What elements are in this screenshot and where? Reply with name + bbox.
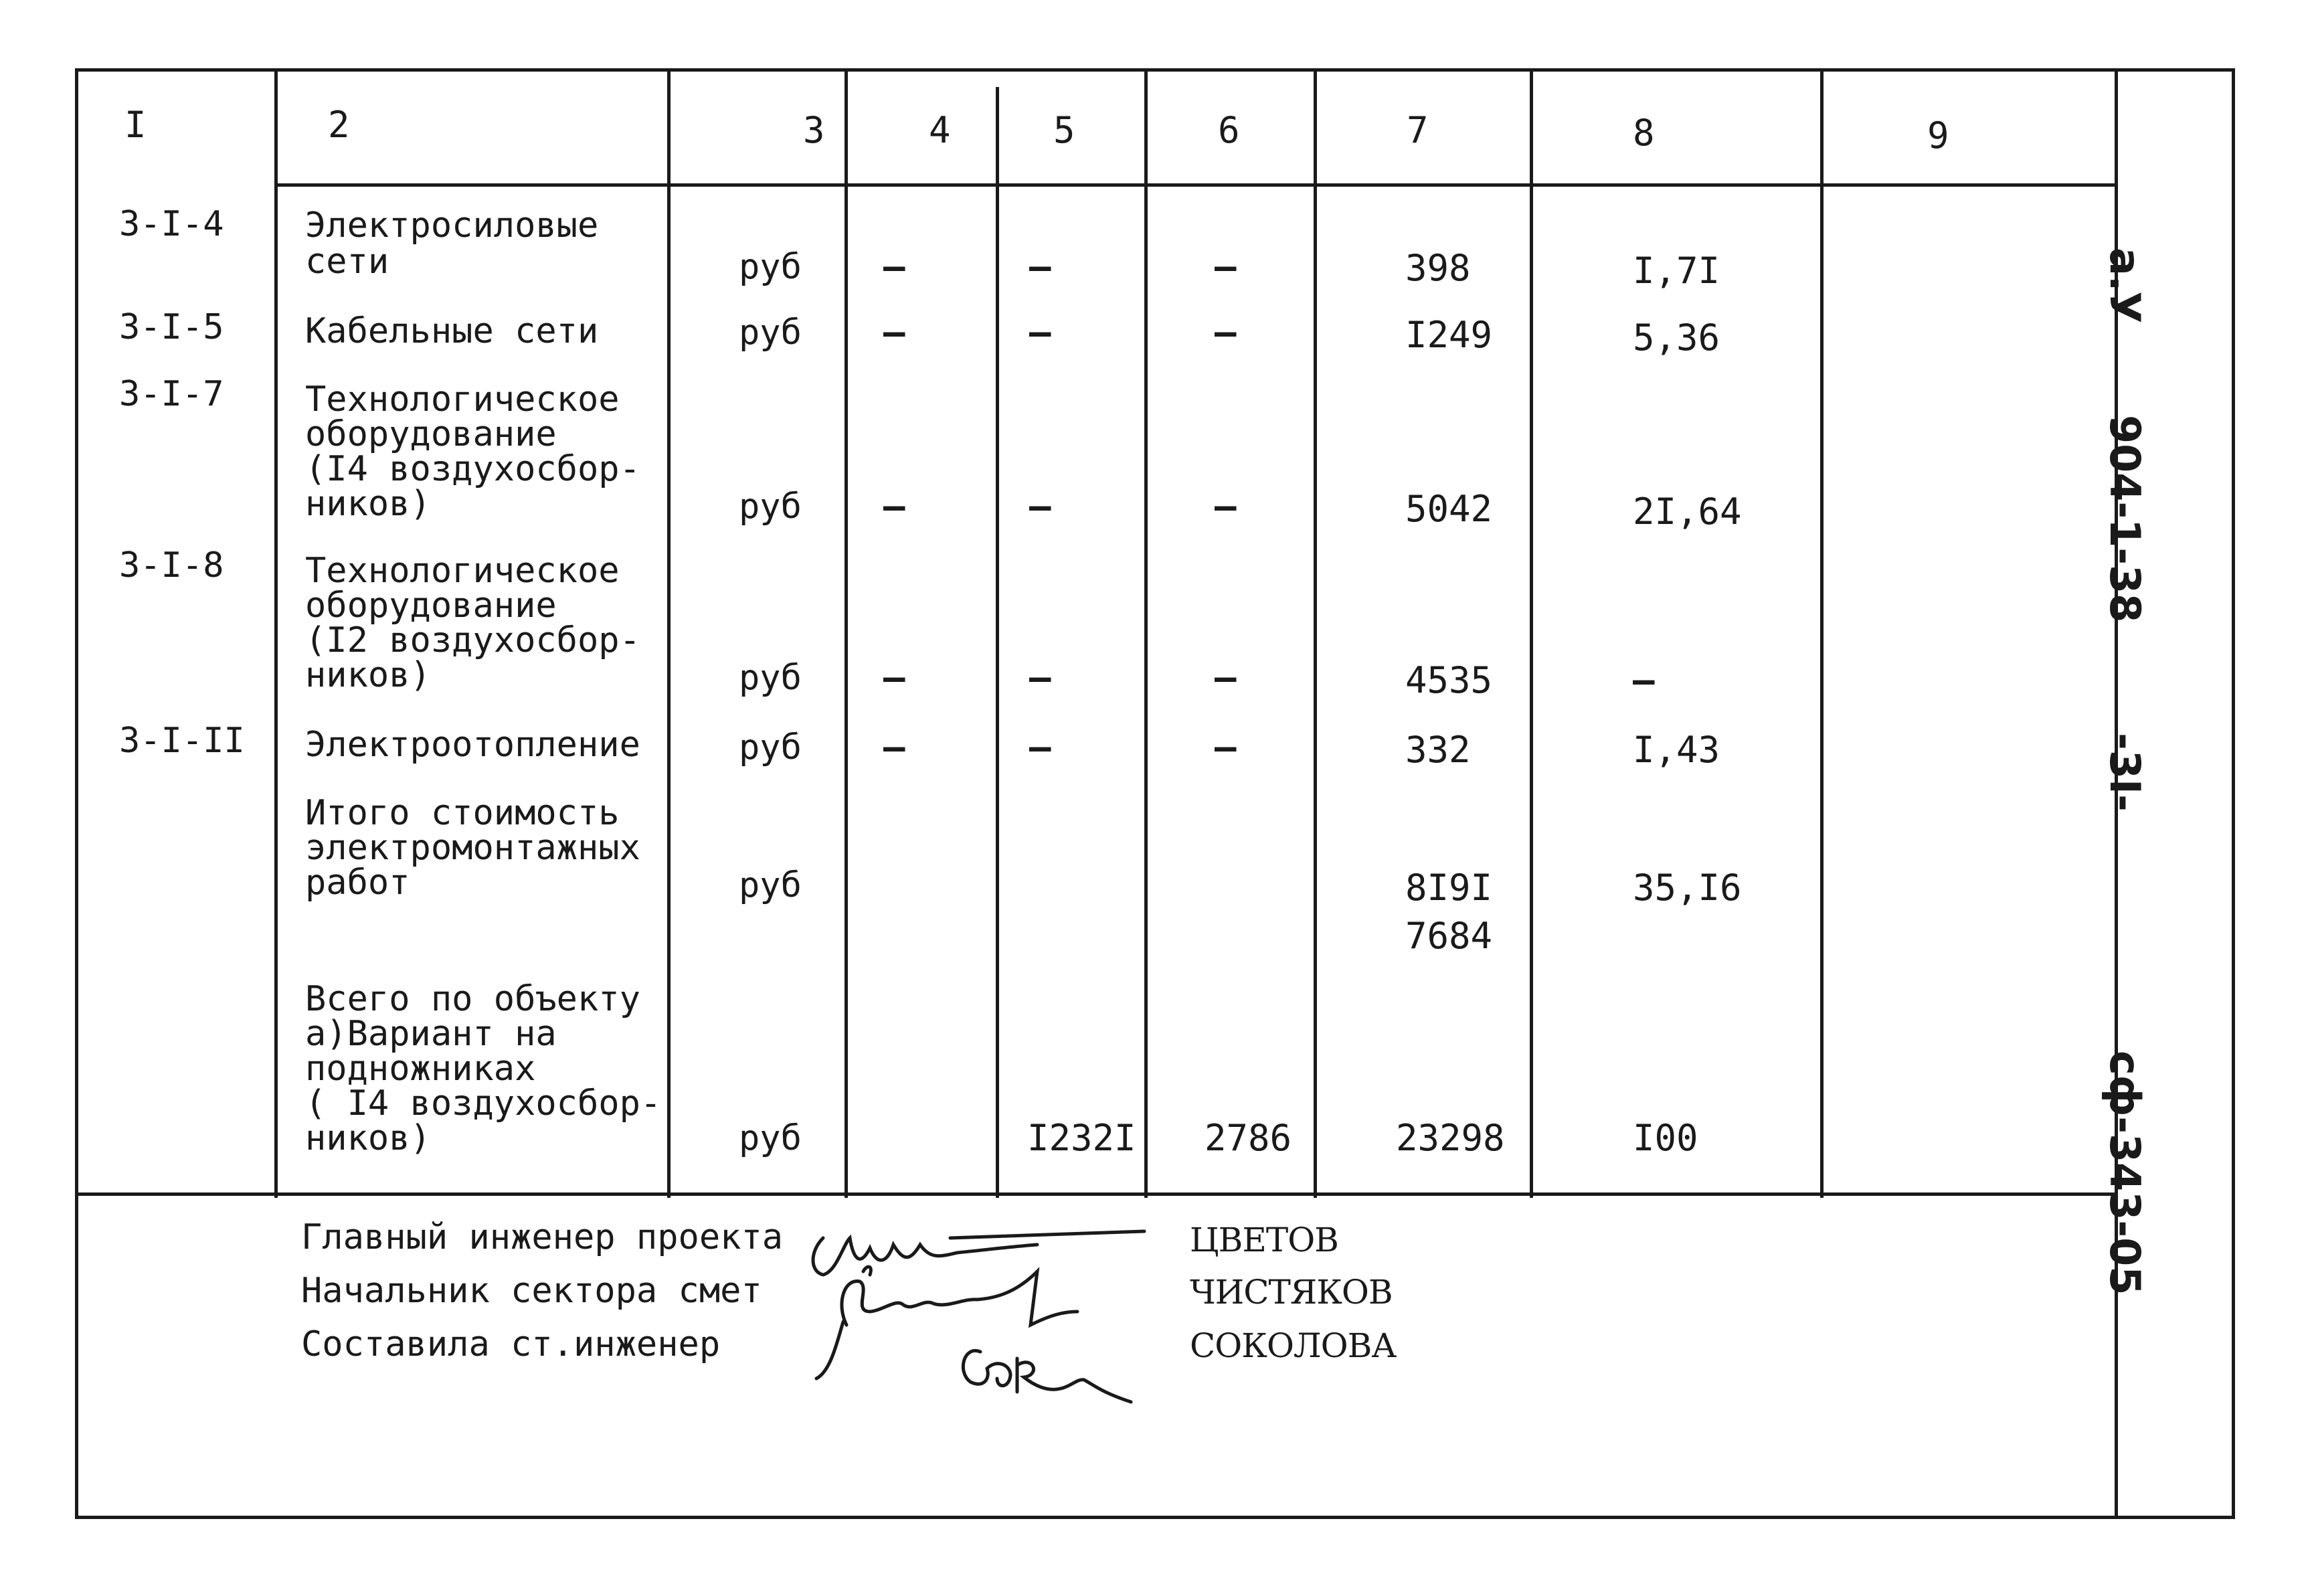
row-col4: – [883, 726, 905, 768]
row-unit: руб [739, 247, 802, 287]
row-col7: 8I9I [1405, 867, 1493, 909]
row-col8: – [1633, 659, 1655, 701]
row-name: оборудование [305, 586, 557, 626]
header-col-7: 7 [1407, 109, 1429, 151]
row-col5: – [1029, 726, 1051, 768]
row-name: Технологическое [305, 379, 620, 420]
row-col6: – [1215, 485, 1237, 527]
side-stamp-code2: сф-343-05 [2101, 1051, 2149, 1296]
row-col7: 4535 [1405, 659, 1493, 701]
header-col-9: 9 [1927, 114, 1949, 157]
signature-name: ЦВЕТОВ [1190, 1221, 1338, 1259]
header-col-4: 4 [929, 109, 951, 151]
row-name: (I2 воздухосбор- [305, 620, 640, 660]
row-col4: – [883, 311, 905, 353]
row-name: сети [305, 242, 389, 282]
row-name: Электросиловые [305, 205, 599, 246]
header-col-3: 3 [803, 109, 825, 151]
row-col8: 5,36 [1633, 317, 1720, 359]
header-divider [274, 183, 2116, 187]
header-col-1: I [124, 104, 147, 146]
header-col-2: 2 [328, 104, 350, 146]
column-divider [1314, 68, 1317, 1198]
row-name: Электроотопление [305, 725, 640, 765]
row-col8: 35,I6 [1633, 867, 1742, 909]
row-name: Кабельные сети [305, 311, 599, 351]
row-col4: – [883, 246, 905, 288]
column-divider [1530, 68, 1533, 1198]
row-name: оборудование [305, 414, 557, 454]
column-divider [667, 68, 671, 1198]
signature-role: Главный инженер проекта [301, 1217, 784, 1257]
row-name: подножниках [305, 1049, 536, 1089]
row-name: электромонтажных [305, 828, 640, 868]
side-stamp-a: а.У [2101, 248, 2149, 324]
row-col5: I232I [1027, 1117, 1136, 1159]
row-unit: руб [739, 313, 802, 353]
row-code: 3-I-5 [119, 307, 224, 347]
row-col7: 332 [1405, 729, 1471, 771]
row-name: Всего по объекту [305, 979, 640, 1019]
row-unit: руб [739, 486, 802, 527]
signature-name: ЧИСТЯКОВ [1190, 1273, 1393, 1312]
header-col-6: 6 [1218, 109, 1240, 151]
column-divider [1144, 68, 1148, 1198]
row-col6: – [1215, 311, 1237, 353]
row-unit: руб [739, 1118, 802, 1158]
row-col8: I00 [1633, 1117, 1698, 1159]
row-unit: руб [739, 865, 802, 905]
header-col-5: 5 [1053, 109, 1075, 151]
row-name: (I4 воздухосбор- [305, 449, 640, 489]
signature-role: Начальник сектора смет [301, 1271, 762, 1311]
row-col5: – [1029, 485, 1051, 527]
row-code: 3-I-II [119, 721, 245, 761]
row-col6: – [1215, 656, 1237, 699]
row-col4: – [883, 485, 905, 527]
column-divider [1820, 68, 1824, 1198]
table-bottom-divider [75, 1192, 2116, 1196]
handwritten-signature [796, 1198, 1171, 1425]
row-col8: I,43 [1633, 729, 1720, 771]
row-unit: руб [739, 727, 802, 768]
row-name: Технологическое [305, 551, 620, 591]
row-col7-corrected: 7684 [1405, 915, 1493, 957]
row-name: ников) [305, 1118, 431, 1158]
row-col7: I249 [1405, 314, 1493, 356]
row-col5: – [1029, 656, 1051, 699]
row-name: а)Вариант на [305, 1014, 557, 1054]
column-divider [845, 68, 848, 1198]
column-divider [274, 68, 278, 1198]
row-code: 3-I-4 [119, 204, 224, 244]
signature-name: СОКОЛОВА [1190, 1326, 1397, 1365]
row-unit: руб [739, 658, 802, 698]
column-divider [996, 87, 999, 1198]
row-col6: – [1215, 246, 1237, 288]
row-name: Итого стоимость [305, 793, 620, 833]
row-name: ников) [305, 484, 431, 524]
row-col7: 23298 [1396, 1117, 1505, 1159]
row-name: работ [305, 863, 410, 903]
row-col5: – [1029, 311, 1051, 353]
row-col4: – [883, 656, 905, 699]
row-code: 3-I-7 [119, 374, 224, 414]
row-col6: 2786 [1205, 1117, 1292, 1159]
row-col7: 5042 [1405, 488, 1493, 530]
row-col6: – [1215, 726, 1237, 768]
header-col-8: 8 [1633, 112, 1655, 154]
row-col7: 398 [1405, 247, 1471, 289]
side-stamp-code1: 904-1-38 [2101, 415, 2149, 623]
row-code: 3-I-8 [119, 545, 224, 586]
row-name: ( I4 воздухосбор- [305, 1083, 662, 1124]
row-col5: – [1029, 246, 1051, 288]
signature-role: Составила ст.инженер [301, 1324, 721, 1364]
row-name: ников) [305, 655, 431, 695]
row-col8: 2I,64 [1633, 491, 1742, 533]
row-col8: I,7I [1633, 250, 1720, 292]
side-stamp-page-number: -3I- [2101, 733, 2149, 812]
